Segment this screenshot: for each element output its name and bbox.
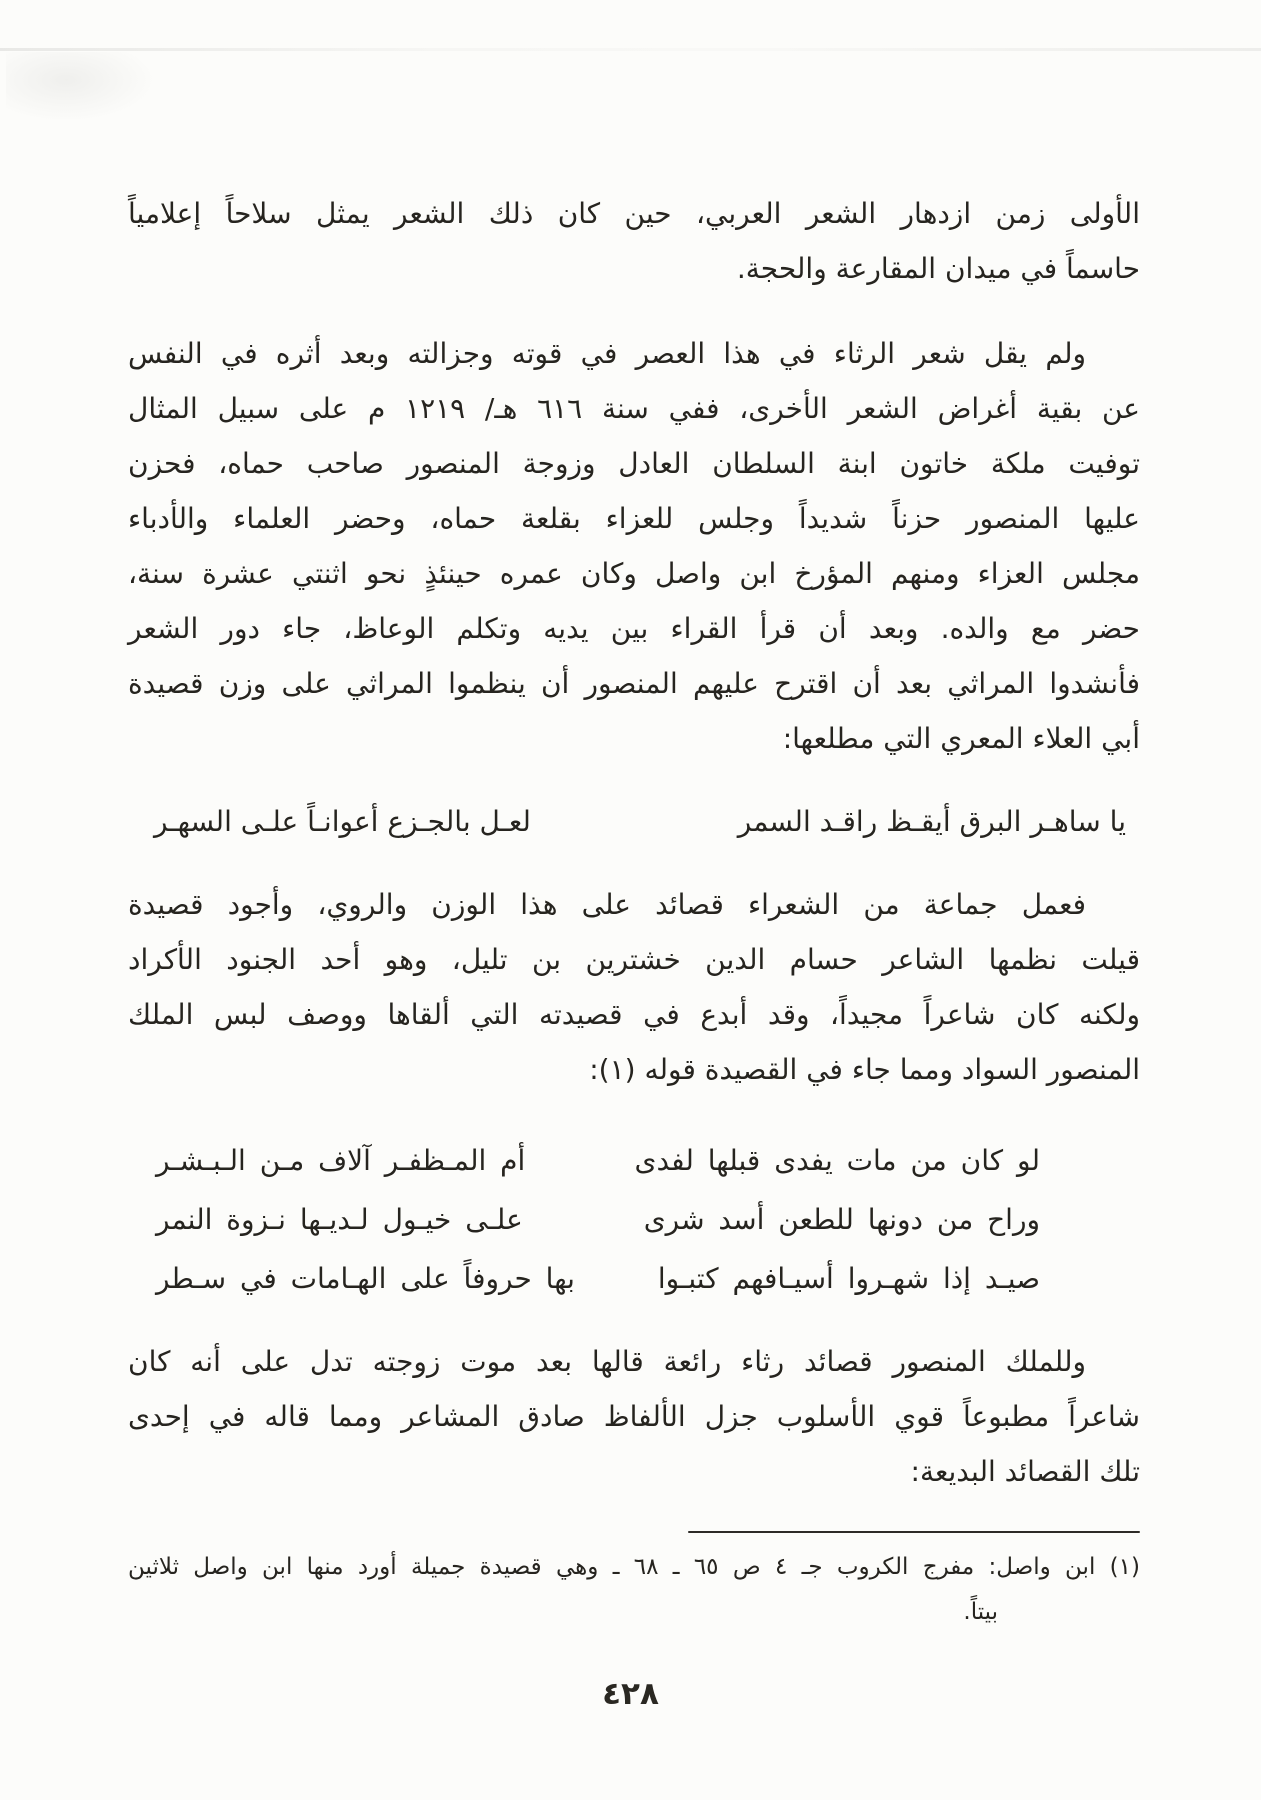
text-line: عن بقية أغراض الشعر الأخرى، ففي سنة ٦١٦ هـ/ ١٢١٩ م على سبيل المثال [128, 392, 1141, 425]
hemistich-left: بها حروفاً على الهـامات في سـطر [156, 1262, 575, 1295]
poetry-line-maarri [128, 794, 1140, 849]
footnote-text-line: بيتاً. [963, 1599, 998, 1625]
paragraph-4 [128, 1334, 1140, 1499]
text-line: فأنشدوا المراثي بعد أن اقترح عليهم المنصور أن ينظموا المراثي على وزن قصيدة [128, 667, 1140, 700]
text-line: مجلس العزاء ومنهم المؤرخ ابن واصل وكان عمره حينئذٍ نحو اثنتي عشرة سنة، [128, 557, 1140, 590]
footnote-text-line: (١) ابن واصل: مفرج الكروب جـ ٤ ص ٦٥ ـ ٦٨ ـ وهي قصيدة جميلة أورد منها ابن واصل ثلاثين [128, 1554, 1140, 1580]
text-line: فعمل جماعة من الشعراء قصائد على هذا الوزن والروي، وأجود قصيدة [128, 888, 1086, 921]
page-number: ٤٢٨ [602, 1676, 659, 1712]
hemistich-right: يا ساهـر البرق أيقـظ راقـد السمر [737, 805, 1126, 838]
text-line: شاعراً مطبوعاً قوي الأسلوب جزل الألفاظ صادق المشاعر ومما قاله في إحدى [128, 1400, 1140, 1433]
text-line: حاسماً في ميدان المقارعة والحجة. [736, 252, 1140, 285]
poetry-line [128, 1249, 1140, 1308]
hemistich-right: وراح من دونها للطعن أسد شرى [643, 1203, 1040, 1236]
page-body [128, 186, 1140, 1499]
text-line: أبي العلاء المعري التي مطلعها: [782, 722, 1140, 755]
hemistich-left: علـى خيـول لـديـها نـزوة النمر [156, 1203, 523, 1236]
text-line: ولم يقل شعر الرثاء في هذا العصر في قوته وجزالته وبعد أثره في النفس [128, 337, 1086, 370]
footnote-separator [688, 1531, 1140, 1533]
paragraph-3 [128, 877, 1140, 1097]
paragraph-2 [128, 326, 1140, 766]
text-line: توفيت ملكة خاتون ابنة السلطان العادل وزوجة المنصور صاحب حماه، فحزن [128, 447, 1140, 480]
hemistich-left: أم المـظفـر آلاف مـن الـبـشـر [156, 1144, 526, 1177]
text-line: قيلت نظمها الشاعر حسام الدين خشترين بن تليل، وهو أحد الجنود الأكراد [128, 943, 1140, 976]
poetry-line [128, 1190, 1140, 1249]
text-line: حضر مع والده. وبعد أن قرأ القراء بين يديه وتكلم الوعاظ، جاء دور الشعر [128, 612, 1140, 645]
text-line: الأولى زمن ازدهار الشعر العربي، حين كان ذلك الشعر يمثل سلاحاً إعلامياً [128, 197, 1140, 230]
text-line: عليها المنصور حزناً شديداً وجلس للعزاء بقلعة حماه، وحضر العلماء والأدباء [128, 502, 1140, 535]
text-line: وللملك المنصور قصائد رثاء رائعة قالها بعد موت زوجته تدل على أنه كان [128, 1345, 1086, 1378]
hemistich-left: لعـل بالجـزع أعوانـاً علـى السهـر [154, 805, 531, 838]
hemistich-right: صيـد إذا شهـروا أسيـافهم كتبـوا [657, 1262, 1040, 1295]
poetry-line [128, 1131, 1140, 1190]
text-line: ولكنه كان شاعراً مجيداً، وقد أبدع في قصيدته التي ألقاها ووصف لبس الملك [128, 998, 1140, 1031]
text-line: المنصور السواد ومما جاء في القصيدة قوله (١): [589, 1053, 1140, 1086]
poetry-block-khushtarin [128, 1131, 1140, 1308]
scan-artifact-line [0, 48, 1261, 51]
scan-artifact-smudge [6, 52, 156, 122]
footnote-section [128, 1531, 1140, 1635]
paragraph-1 [128, 186, 1140, 296]
text-line: تلك القصائد البديعة: [910, 1455, 1140, 1488]
hemistich-right: لو كان من مات يفدى قبلها لفدى [634, 1144, 1040, 1177]
